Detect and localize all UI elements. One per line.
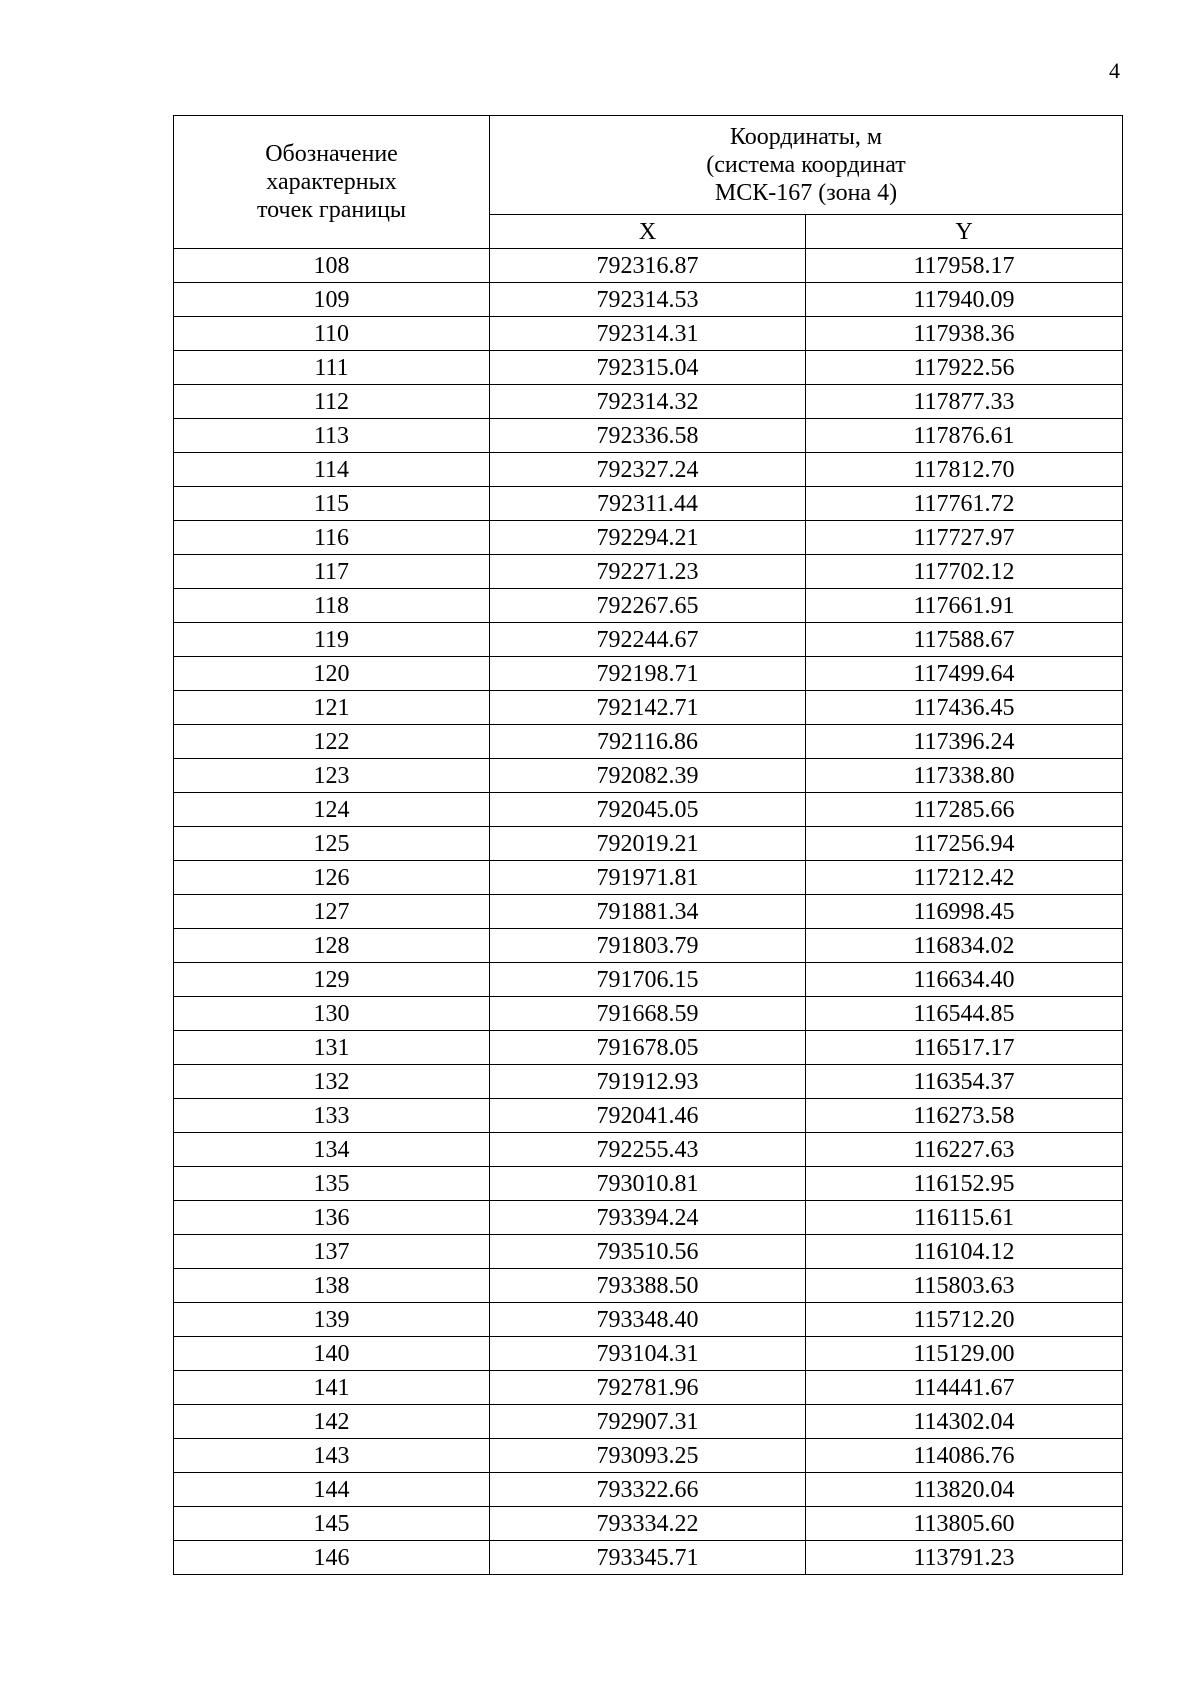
y-coordinate-cell: 116227.63 [806, 1133, 1123, 1167]
x-coordinate-cell: 791803.79 [490, 929, 806, 963]
point-id-cell: 119 [174, 623, 490, 657]
y-coordinate-cell: 117940.09 [806, 283, 1123, 317]
y-coordinate-cell: 113805.60 [806, 1507, 1123, 1541]
point-id-cell: 145 [174, 1507, 490, 1541]
point-id-cell: 122 [174, 725, 490, 759]
x-coordinate-cell: 792271.23 [490, 555, 806, 589]
point-id-cell: 131 [174, 1031, 490, 1065]
table-row [174, 1269, 1123, 1303]
point-id-cell: 142 [174, 1405, 490, 1439]
designation-header-line: характерных [266, 169, 397, 195]
point-id-cell: 143 [174, 1439, 490, 1473]
y-coordinate-cell: 117396.24 [806, 725, 1123, 759]
x-coordinate-cell: 792314.32 [490, 385, 806, 419]
point-id-cell: 113 [174, 419, 490, 453]
y-coordinate-cell: 117812.70 [806, 453, 1123, 487]
point-id-cell: 109 [174, 283, 490, 317]
table-row [174, 1439, 1123, 1473]
point-id-cell: 138 [174, 1269, 490, 1303]
point-id-cell: 126 [174, 861, 490, 895]
table-row [174, 1235, 1123, 1269]
table-row [174, 521, 1123, 555]
table-row [174, 793, 1123, 827]
y-coordinate-cell: 114086.76 [806, 1439, 1123, 1473]
x-coordinate-cell: 792327.24 [490, 453, 806, 487]
y-coordinate-cell: 116834.02 [806, 929, 1123, 963]
x-coordinate-cell: 792082.39 [490, 759, 806, 793]
x-coordinate-cell: 791881.34 [490, 895, 806, 929]
y-coordinate-cell: 116115.61 [806, 1201, 1123, 1235]
point-id-cell: 120 [174, 657, 490, 691]
table-row [174, 1507, 1123, 1541]
point-id-cell: 133 [174, 1099, 490, 1133]
y-coordinate-cell: 117499.64 [806, 657, 1123, 691]
y-coordinate-cell: 113820.04 [806, 1473, 1123, 1507]
point-id-cell: 112 [174, 385, 490, 419]
table-row [174, 963, 1123, 997]
x-coordinate-cell: 793388.50 [490, 1269, 806, 1303]
x-coordinate-cell: 792041.46 [490, 1099, 806, 1133]
y-coordinate-cell: 117922.56 [806, 351, 1123, 385]
x-coordinate-cell: 792314.53 [490, 283, 806, 317]
x-coordinate-cell: 793010.81 [490, 1167, 806, 1201]
y-coordinate-cell: 117958.17 [806, 249, 1123, 283]
point-id-cell: 128 [174, 929, 490, 963]
y-coordinate-cell: 117877.33 [806, 385, 1123, 419]
table-row [174, 1065, 1123, 1099]
y-coordinate-cell: 116152.95 [806, 1167, 1123, 1201]
table-row [174, 351, 1123, 385]
table-row [174, 1031, 1123, 1065]
table-body [174, 249, 1123, 1575]
coordinates-header [490, 116, 1123, 215]
x-coordinate-cell: 793394.24 [490, 1201, 806, 1235]
x-coordinate-cell: 793322.66 [490, 1473, 806, 1507]
coordinates-header-line: Координаты, м [729, 124, 883, 150]
y-coordinate-cell: 115129.00 [806, 1337, 1123, 1371]
y-coordinate-cell: 116634.40 [806, 963, 1123, 997]
point-id-cell: 117 [174, 555, 490, 589]
x-coordinate-cell: 792255.43 [490, 1133, 806, 1167]
table-row [174, 1201, 1123, 1235]
x-coordinate-cell: 791668.59 [490, 997, 806, 1031]
y-coordinate-cell: 117285.66 [806, 793, 1123, 827]
table-row [174, 657, 1123, 691]
y-coordinate-cell: 117727.97 [806, 521, 1123, 555]
table-row [174, 895, 1123, 929]
x-coordinate-cell: 793345.71 [490, 1541, 806, 1575]
x-coordinate-cell: 792336.58 [490, 419, 806, 453]
x-column-header: X [490, 215, 806, 249]
y-coordinate-cell: 117761.72 [806, 487, 1123, 521]
point-id-cell: 141 [174, 1371, 490, 1405]
point-id-cell: 110 [174, 317, 490, 351]
table-row [174, 1167, 1123, 1201]
x-coordinate-cell: 793104.31 [490, 1337, 806, 1371]
point-id-cell: 129 [174, 963, 490, 997]
y-coordinate-cell: 116517.17 [806, 1031, 1123, 1065]
table-row [174, 283, 1123, 317]
y-coordinate-cell: 117212.42 [806, 861, 1123, 895]
y-coordinate-cell: 115712.20 [806, 1303, 1123, 1337]
y-coordinate-cell: 114441.67 [806, 1371, 1123, 1405]
page-number: 4 [1109, 58, 1120, 83]
table-row [174, 385, 1123, 419]
x-coordinate-cell: 792267.65 [490, 589, 806, 623]
coordinates-header-line: (система координат [706, 152, 906, 178]
point-id-cell: 137 [174, 1235, 490, 1269]
point-id-cell: 111 [174, 351, 490, 385]
x-coordinate-cell: 792045.05 [490, 793, 806, 827]
point-id-cell: 114 [174, 453, 490, 487]
y-coordinate-cell: 116273.58 [806, 1099, 1123, 1133]
coordinates-header-line: МСК-167 (зона 4) [714, 180, 898, 206]
x-coordinate-cell: 792142.71 [490, 691, 806, 725]
point-id-cell: 144 [174, 1473, 490, 1507]
x-coordinate-cell: 792311.44 [490, 487, 806, 521]
x-coordinate-cell: 793093.25 [490, 1439, 806, 1473]
point-id-cell: 136 [174, 1201, 490, 1235]
x-coordinate-cell: 791706.15 [490, 963, 806, 997]
table-row [174, 1405, 1123, 1439]
x-coordinate-cell: 793334.22 [490, 1507, 806, 1541]
x-coordinate-cell: 793510.56 [490, 1235, 806, 1269]
table-row [174, 589, 1123, 623]
x-coordinate-cell: 792116.86 [490, 725, 806, 759]
table-row [174, 929, 1123, 963]
point-id-cell: 121 [174, 691, 490, 725]
point-id-cell: 134 [174, 1133, 490, 1167]
table-row [174, 1473, 1123, 1507]
designation-header [174, 116, 490, 249]
table-row [174, 1541, 1123, 1575]
table-row [174, 453, 1123, 487]
point-id-cell: 118 [174, 589, 490, 623]
designation-header-line: точек границы [256, 197, 407, 223]
x-coordinate-cell: 792314.31 [490, 317, 806, 351]
point-id-cell: 140 [174, 1337, 490, 1371]
x-coordinate-cell: 792907.31 [490, 1405, 806, 1439]
table-row [174, 555, 1123, 589]
y-coordinate-cell: 114302.04 [806, 1405, 1123, 1439]
table-row [174, 725, 1123, 759]
table-row [174, 249, 1123, 283]
point-id-cell: 135 [174, 1167, 490, 1201]
y-coordinate-cell: 116354.37 [806, 1065, 1123, 1099]
x-coordinate-cell: 792316.87 [490, 249, 806, 283]
y-coordinate-cell: 117338.80 [806, 759, 1123, 793]
x-coordinate-cell: 791678.05 [490, 1031, 806, 1065]
y-coordinate-cell: 113791.23 [806, 1541, 1123, 1575]
x-coordinate-cell: 792244.67 [490, 623, 806, 657]
y-coordinate-cell: 116104.12 [806, 1235, 1123, 1269]
x-coordinate-cell: 792294.21 [490, 521, 806, 555]
y-coordinate-cell: 117256.94 [806, 827, 1123, 861]
x-coordinate-cell: 792019.21 [490, 827, 806, 861]
y-coordinate-cell: 117588.67 [806, 623, 1123, 657]
point-id-cell: 130 [174, 997, 490, 1031]
point-id-cell: 132 [174, 1065, 490, 1099]
y-coordinate-cell: 116998.45 [806, 895, 1123, 929]
table-row [174, 623, 1123, 657]
x-coordinate-cell: 792781.96 [490, 1371, 806, 1405]
x-coordinate-cell: 792315.04 [490, 351, 806, 385]
y-coordinate-cell: 117661.91 [806, 589, 1123, 623]
point-id-cell: 146 [174, 1541, 490, 1575]
table-row [174, 317, 1123, 351]
point-id-cell: 125 [174, 827, 490, 861]
y-coordinate-cell: 117702.12 [806, 555, 1123, 589]
table-row [174, 1099, 1123, 1133]
designation-header-line: Обозначение [265, 141, 398, 167]
point-id-cell: 139 [174, 1303, 490, 1337]
y-coordinate-cell: 116544.85 [806, 997, 1123, 1031]
table-row [174, 419, 1123, 453]
table-row [174, 1303, 1123, 1337]
y-coordinate-cell: 117436.45 [806, 691, 1123, 725]
table-row [174, 1133, 1123, 1167]
y-coordinate-cell: 117876.61 [806, 419, 1123, 453]
point-id-cell: 108 [174, 249, 490, 283]
table-row [174, 487, 1123, 521]
table-row [174, 759, 1123, 793]
coordinates-table [173, 115, 1123, 1575]
y-coordinate-cell: 115803.63 [806, 1269, 1123, 1303]
x-coordinate-cell: 791912.93 [490, 1065, 806, 1099]
x-coordinate-cell: 791971.81 [490, 861, 806, 895]
table-header [174, 116, 1123, 249]
table-row [174, 861, 1123, 895]
table-row [174, 691, 1123, 725]
table-row [174, 827, 1123, 861]
point-id-cell: 127 [174, 895, 490, 929]
table-row [174, 997, 1123, 1031]
x-coordinate-cell: 792198.71 [490, 657, 806, 691]
y-column-header: Y [806, 215, 1123, 249]
table-row [174, 1371, 1123, 1405]
point-id-cell: 115 [174, 487, 490, 521]
point-id-cell: 123 [174, 759, 490, 793]
point-id-cell: 124 [174, 793, 490, 827]
x-coordinate-cell: 793348.40 [490, 1303, 806, 1337]
y-coordinate-cell: 117938.36 [806, 317, 1123, 351]
point-id-cell: 116 [174, 521, 490, 555]
table-row [174, 1337, 1123, 1371]
